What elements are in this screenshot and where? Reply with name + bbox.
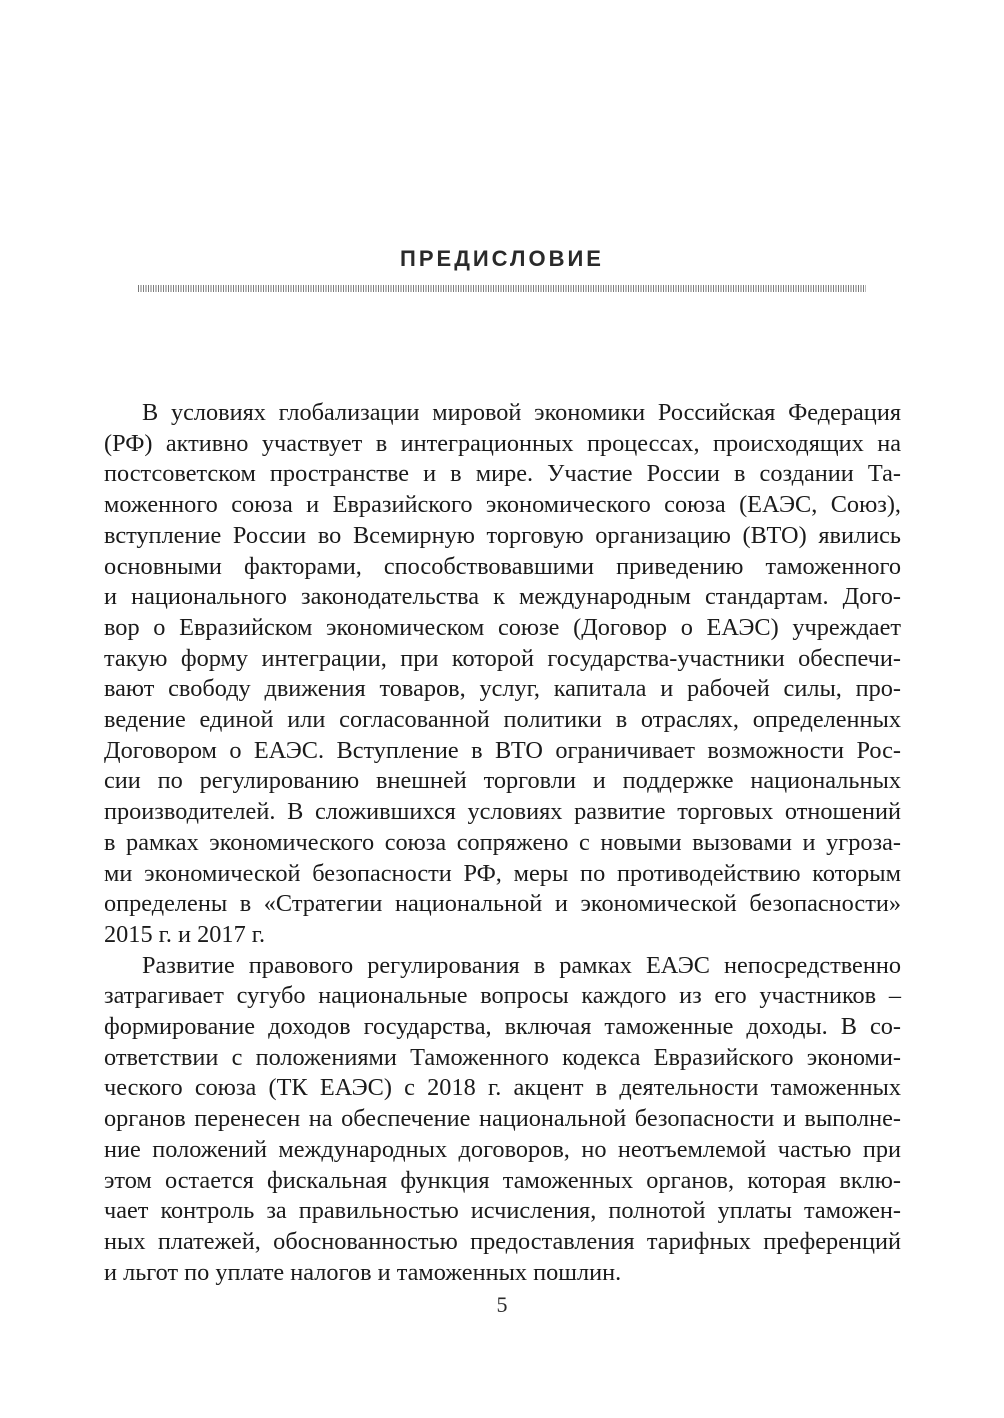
text-line: чает контроль за правильностью исчисления, полнотой уплаты таможен- [104,1197,901,1225]
text-line: Развитие правового регулирования в рамках ЕАЭС непосредственно [142,951,901,979]
body-text [104,398,901,1288]
text-line: ми экономической безопасности РФ, меры по противодействию которым [104,859,901,887]
text-line: и национального законодательства к международным стандартам. Дого- [104,583,901,611]
text-line: Договором о ЕАЭС. Вступление в ВТО ограничивает возможности Рос- [104,736,901,764]
text-line: этом остается фискальная функция таможенных органов, которая вклю- [104,1166,901,1194]
text-line: сии по регулированию внешней торговли и поддержке национальных [104,767,901,795]
text-line: 2015 г. и 2017 г. [104,920,266,948]
text-line: формирование доходов государства, включая таможенные доходы. В со- [104,1013,901,1041]
text-line: вступление России во Всемирную торговую организацию (ВТО) явились [104,521,901,549]
text-line: органов перенесен на обеспечение национальной безопасности и выполне- [104,1105,901,1133]
paragraph-2 [104,951,901,1289]
text-line: моженного союза и Евразийского экономического союза (ЕАЭС, Союз), [104,491,901,519]
text-line: и льгот по уплате налогов и таможенных пошлин. [104,1258,622,1286]
text-line: в рамках экономического союза сопряжено с новыми вызовами и угроза- [104,828,901,856]
text-line: ние положений международных договоров, но неотъемлемой частью при [104,1135,901,1163]
text-line: (РФ) активно участвует в интеграционных процессах, происходящих на [104,429,901,457]
text-line: ответствии с положениями Таможенного кодекса Евразийского экономи- [104,1043,901,1071]
text-line: ведение единой или согласованной политики в отраслях, определенных [104,706,901,734]
text-line: вают свободу движения товаров, услуг, капитала и рабочей силы, про- [104,675,901,703]
text-line: определены в «Стратегии национальной и экономической безопасности» [104,890,901,918]
title-divider [138,285,866,292]
text-line: вор о Евразийском экономическом союзе (Договор о ЕАЭС) учреждает [104,613,901,641]
page-number: 5 [496,1292,508,1317]
text-line: постсоветском пространстве и в мире. Участие России в создании Та- [104,460,901,488]
paragraph-1 [104,398,901,951]
text-line: ных платежей, обоснованностью предоставления тарифных преференций [104,1227,901,1255]
text-line: В условиях глобализации мировой экономики Российская Федерация [142,399,901,426]
text-line: затрагивает сугубо национальные вопросы каждого из его участников – [104,982,901,1010]
text-line: основными факторами, способствовавшими приведению таможенного [104,552,901,580]
text-line: ческого союза (ТК ЕАЭС) с 2018 г. акцент в деятельности таможенных [104,1074,901,1102]
page-title: ПРЕДИСЛОВИЕ [400,246,604,271]
text-line: такую форму интеграции, при которой государства-участники обеспечи- [104,644,901,672]
text-line: производителей. В сложившихся условиях развитие торговых отношений [104,798,901,826]
